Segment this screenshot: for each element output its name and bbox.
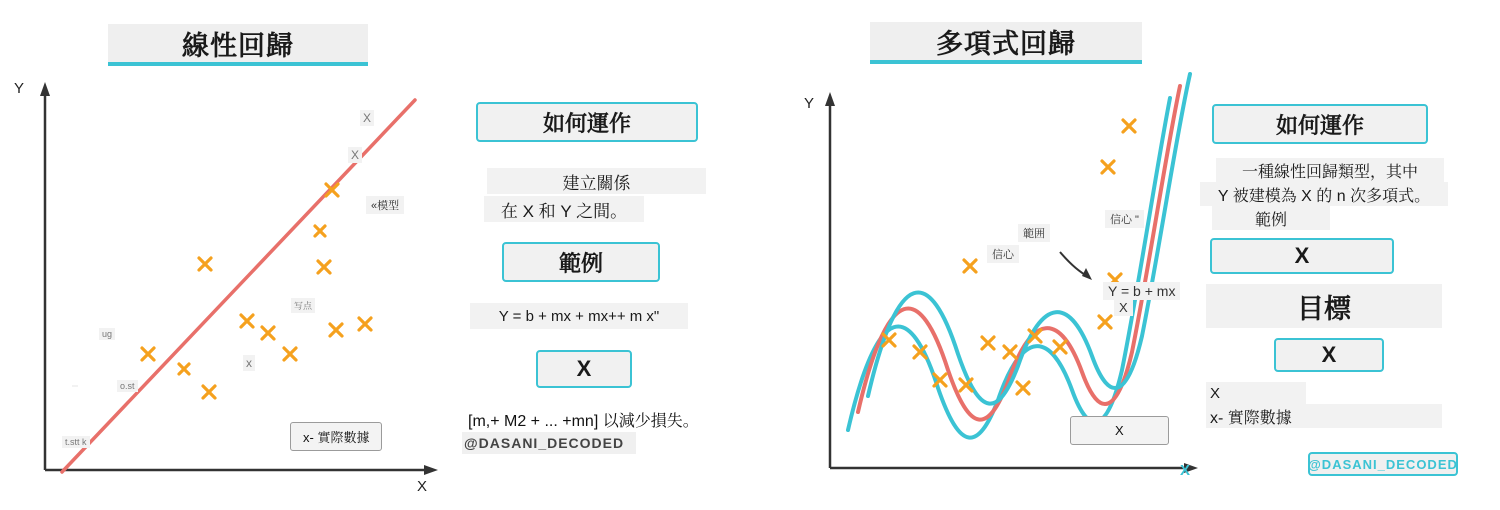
left-how-line1: 建立關係: [487, 168, 706, 194]
left-how-line2: 在 X 和 Y 之間。: [484, 196, 644, 222]
left-scatter-note-4: o.st: [117, 380, 138, 392]
left-scatter-note-5: t.stt k: [62, 436, 90, 448]
right-x-axis-label: X: [1180, 462, 1191, 479]
right-confidence-label-1: 信心: [987, 245, 1019, 263]
right-confidence-label-3: 信心 ": [1105, 210, 1144, 228]
right-handle: @DASANI_DECODED: [1308, 452, 1458, 476]
left-point-mark-2: X: [348, 147, 362, 163]
left-x-chip: X: [536, 350, 632, 388]
left-loss-line: [m,+ M2 + ... +mn] 以減少損失。: [468, 413, 699, 430]
right-panel-title: 多項式回歸: [870, 22, 1142, 64]
right-x-chip-2: X: [1274, 338, 1384, 372]
left-how-title: 如何運作: [476, 102, 698, 142]
right-x-chip-1: X: [1210, 238, 1394, 274]
right-confidence-label-2: 範囲: [1018, 224, 1050, 242]
left-panel-title: 線性回歸: [108, 24, 368, 66]
left-model-label: «模型: [366, 196, 404, 214]
left-y-axis-label: Y: [14, 80, 25, 97]
right-legend-line2: x- 實際數據: [1206, 404, 1442, 428]
left-x-axis-label: X: [417, 478, 428, 495]
right-how-title: 如何運作: [1212, 104, 1428, 144]
left-scatter-note-1: 写点: [291, 298, 315, 313]
right-how-line3: 範例: [1212, 206, 1330, 230]
left-point-mark-1: X: [360, 110, 374, 126]
right-curve-formula: Y = b + mx: [1103, 282, 1180, 300]
right-how-line2: Y 被建模為 X 的 n 次多項式。: [1200, 182, 1448, 206]
right-legend-line1: X: [1206, 382, 1306, 404]
left-scatter-note-5-a: [72, 385, 78, 387]
right-goal-title: 目標: [1206, 284, 1442, 328]
right-bottom-chip: X: [1070, 416, 1169, 445]
left-handle: @DASANI_DECODED: [462, 432, 636, 454]
right-curve-formula-sub: X: [1114, 299, 1133, 316]
left-example-title: 範例: [502, 242, 660, 282]
left-formula: Y = b + mx + mx++ m x": [470, 303, 688, 329]
left-scatter-note-2: ug: [99, 328, 115, 340]
left-scatter-note-3: x: [243, 355, 255, 371]
right-y-axis-label: Y: [804, 95, 815, 112]
left-legend: x- 實際數據: [290, 422, 382, 451]
polynomial-regression-panel: [760, 0, 1500, 510]
right-how-line1: 一種線性回歸類型，其中: [1216, 158, 1444, 182]
